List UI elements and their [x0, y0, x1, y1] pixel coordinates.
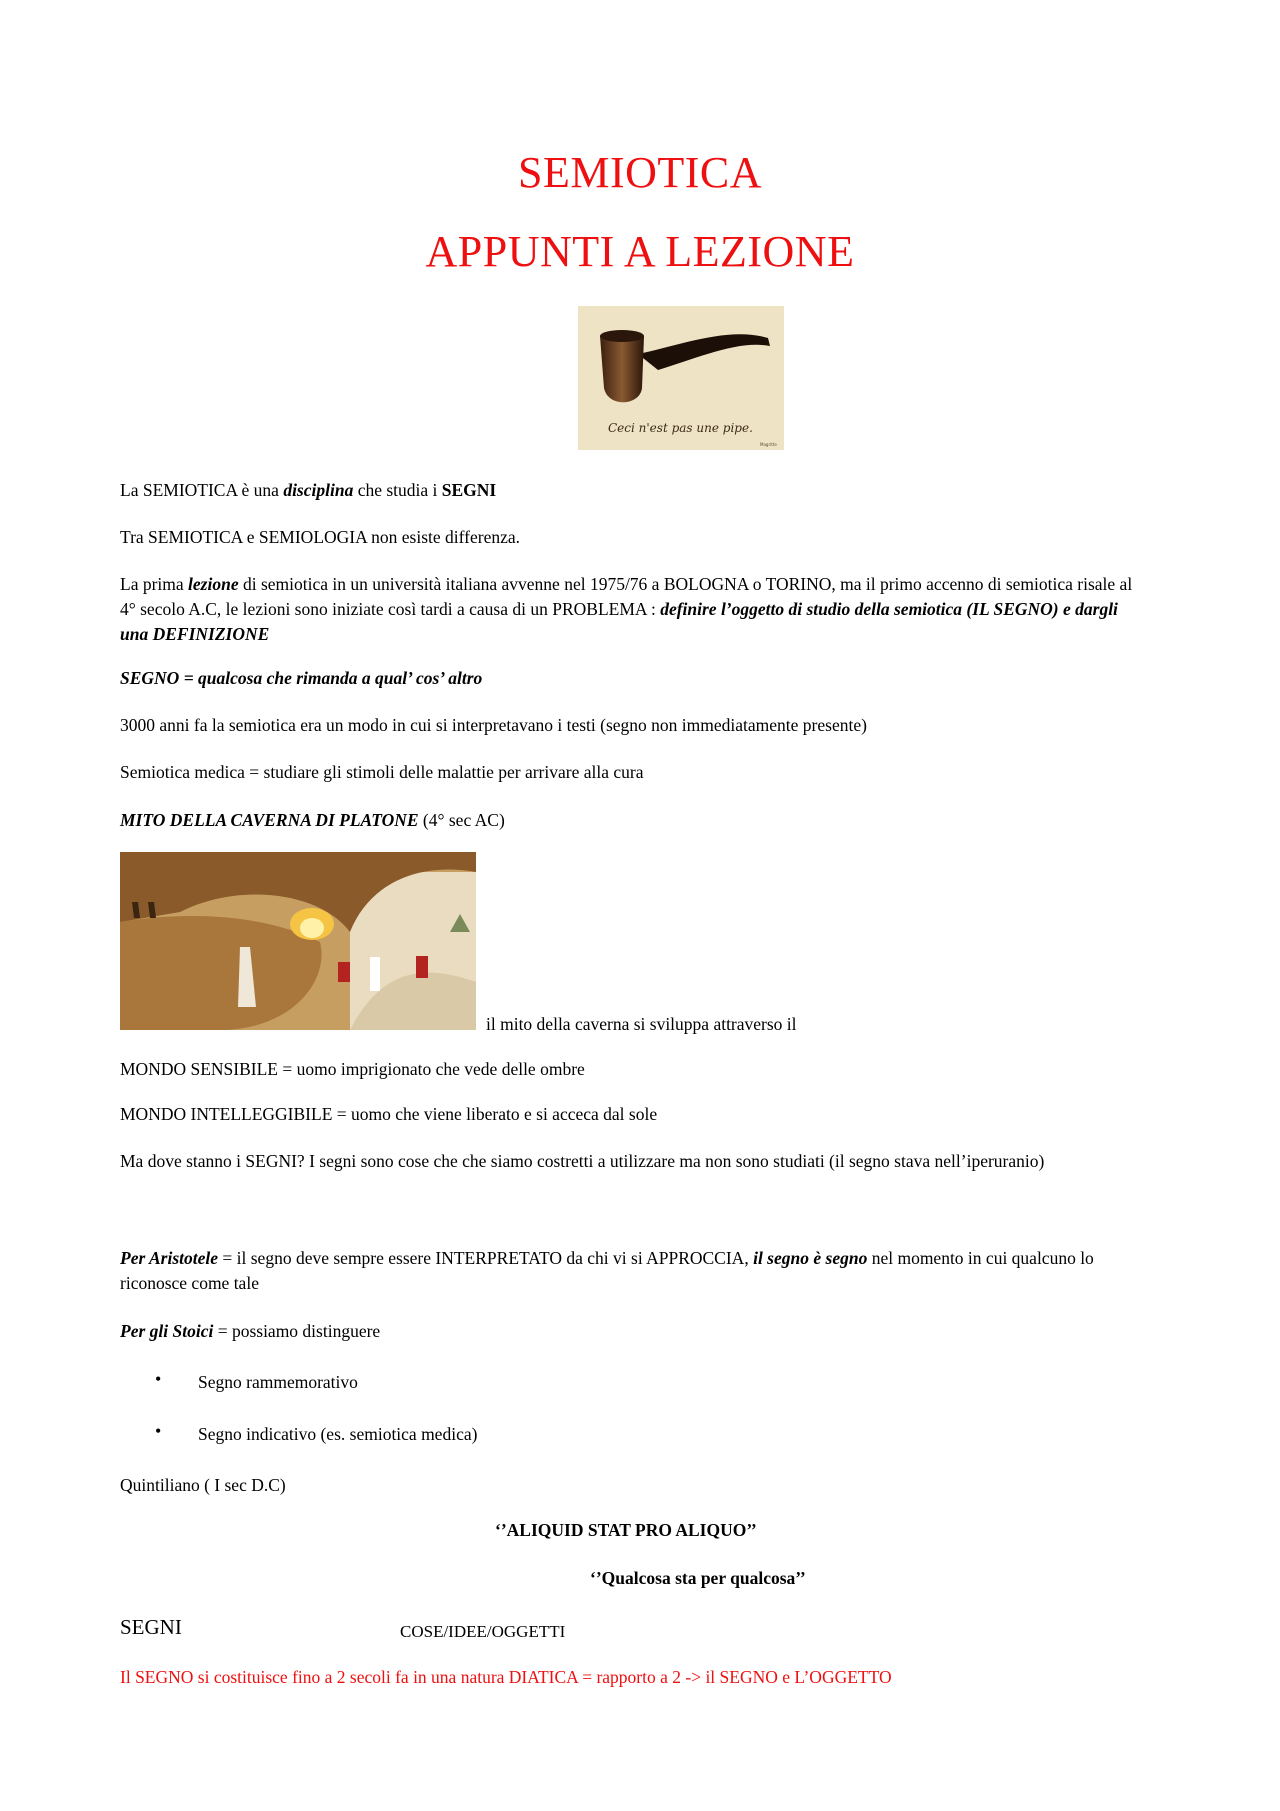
- paragraph-mito-sviluppo: il mito della caverna si sviluppa attraverso il: [486, 1014, 797, 1034]
- paragraph-mito-caverna: MITO DELLA CAVERNA DI PLATONE (4° sec AC): [120, 810, 505, 830]
- paragraph-diatica: Il SEGNO si costituisce fino a 2 secoli fa in una natura DIATICA = rapporto a 2 -> il SEGNO e L’OGGETTO: [120, 1667, 892, 1687]
- pipe-signature: Magritte: [760, 442, 777, 447]
- paragraph-semiotica-medica: Semiotica medica = studiare gli stimoli delle malattie per arrivare alla cura: [120, 762, 644, 782]
- list-item: Segno indicativo (es. semiotica medica): [198, 1424, 478, 1444]
- pipe-image: [578, 306, 784, 450]
- quote-latin: ‘’ALIQUID STAT PRO ALIQUO’’: [495, 1520, 757, 1540]
- paragraph-history: La prima lezione di semiotica in un università italiana avvenne nel 1975/76 a BOLOGNA o TORINO, ma il primo accenno di semiotica risale al 4° secolo A.C, le lezioni sono iniziate così tardi a causa di un PROBLEMA : definire l’oggetto di studio della semiotica (IL SEGNO) e dargli una DEFINIZIONE: [120, 574, 1133, 644]
- bullet-2-marker: •: [155, 1421, 162, 1441]
- cave-image: [120, 852, 476, 1030]
- paragraph-quintiliano: Quintiliano ( I sec D.C): [120, 1475, 286, 1495]
- list-item: Segno rammemorativo: [198, 1372, 358, 1392]
- paragraph-mondo-sensibile: MONDO SENSIBILE = uomo imprigionato che vede delle ombre: [120, 1059, 585, 1079]
- paragraph-mondo-intelleggibile: MONDO INTELLEGGIBILE = uomo che viene liberato e si acceca dal sole: [120, 1104, 658, 1124]
- page-subtitle: APPUNTI A LEZIONE: [425, 227, 855, 276]
- pipe-caption: Ceci n'est pas une pipe.: [608, 421, 753, 435]
- quote-italian: ‘’Qualcosa sta per qualcosa’’: [590, 1568, 806, 1588]
- label-segni: SEGNI: [120, 1615, 182, 1639]
- paragraph-3000-anni: 3000 anni fa la semiotica era un modo in cui si interpretavano i testi (segno non immediatamente presente): [120, 715, 867, 735]
- paragraph-stoici: Per gli Stoici = possiamo distinguere: [120, 1321, 381, 1341]
- label-cose: COSE/IDEE/OGGETTI: [400, 1622, 566, 1641]
- cave-illustration: [120, 852, 476, 1030]
- paragraph-definition: La SEMIOTICA è una disciplina che studia i SEGNI: [120, 480, 497, 500]
- pipe-illustration: [578, 306, 784, 450]
- paragraph-aristotele: Per Aristotele = il segno deve sempre essere INTERPRETATO da chi vi si APPROCCIA, il segno è segno nel momento in cui qualcuno lo riconosce come tale: [120, 1248, 1094, 1293]
- page-title: SEMIOTICA: [517, 148, 763, 197]
- bullet-1-marker: •: [155, 1369, 162, 1389]
- paragraph-semiologia: Tra SEMIOTICA e SEMIOLOGIA non esiste differenza.: [120, 527, 521, 547]
- paragraph-dove-segni: Ma dove stanno i SEGNI? I segni sono cose che che siamo costretti a utilizzare ma non sono studiati (il segno stava nell’iperuranio): [120, 1151, 1045, 1171]
- paragraph-segno-definition: SEGNO = qualcosa che rimanda a qual’ cos’ altro: [120, 668, 483, 688]
